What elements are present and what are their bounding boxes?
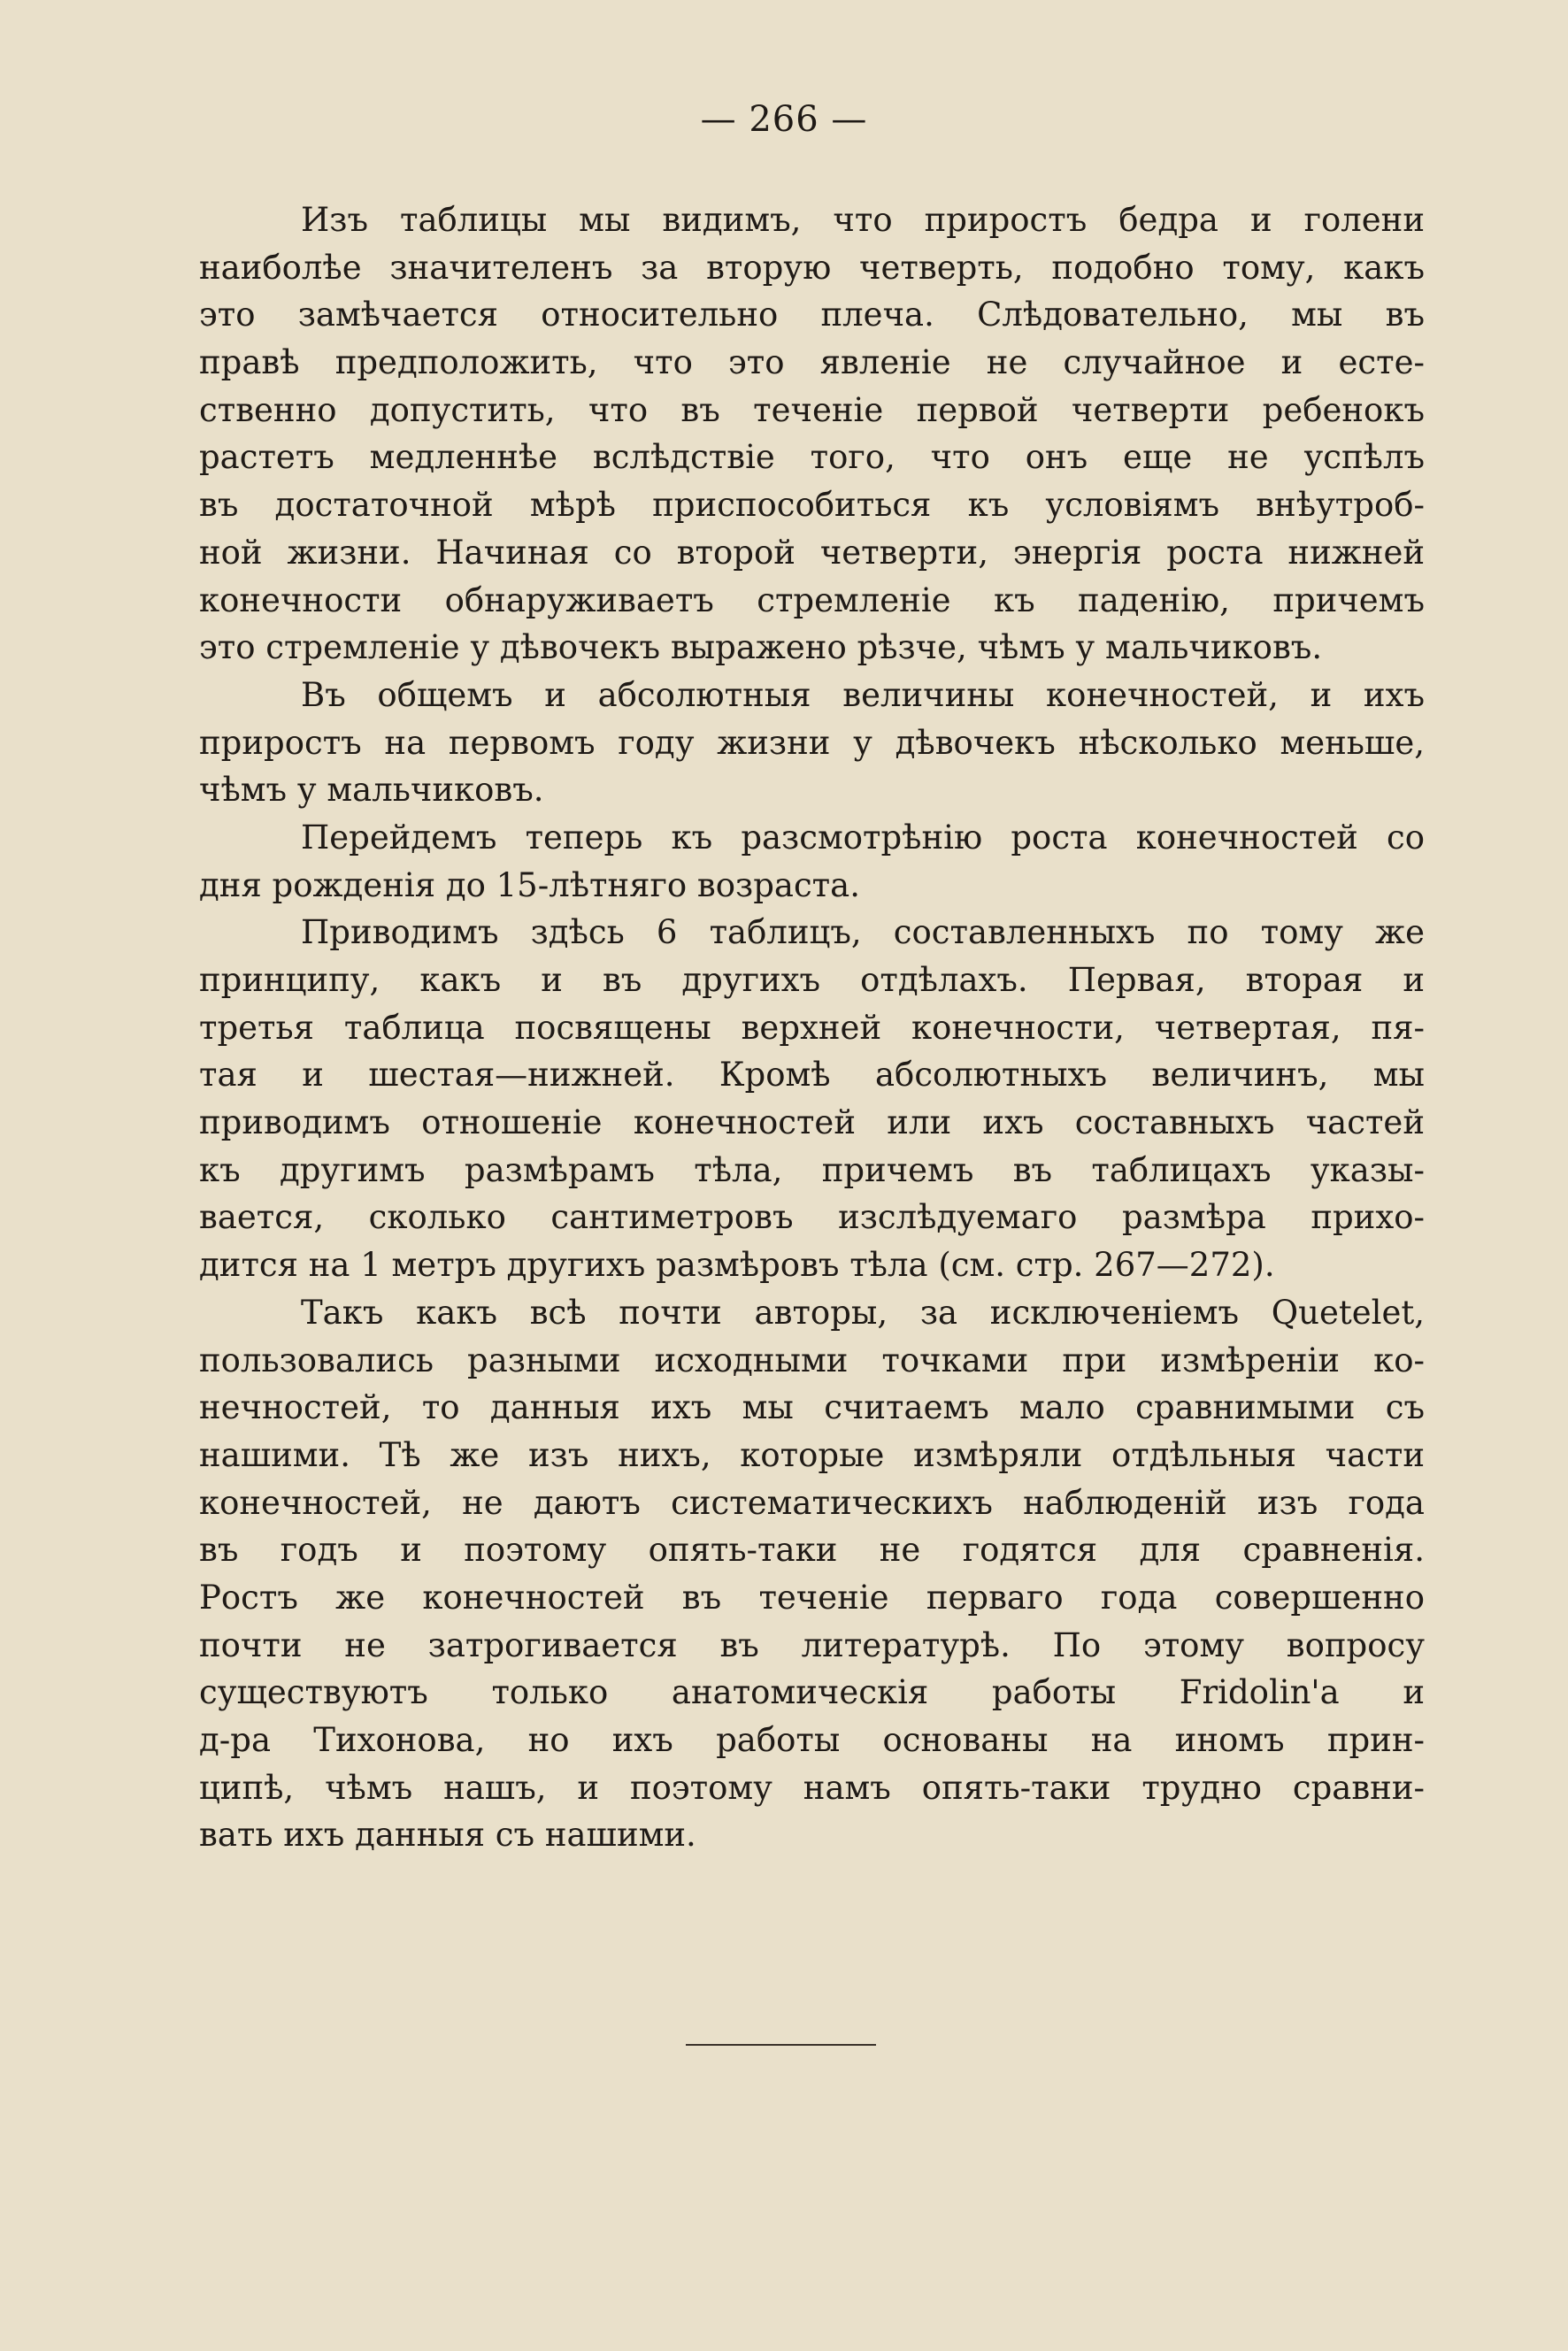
text-line: въ достаточной мѣрѣ приспособиться къ условіямъ внѣутроб-: [199, 486, 1425, 525]
paragraph: [199, 196, 1425, 672]
text-line: Ростъ же конечностей въ теченіе перваго года совершенно: [199, 1578, 1425, 1617]
end-rule: [686, 2044, 876, 2046]
paragraph: [199, 909, 1425, 1289]
text-line: дится на 1 метръ другихъ размѣровъ тѣла (см. стр. 267—272).: [199, 1246, 1275, 1285]
text-line: ципѣ, чѣмъ нашъ, и поэтому намъ опять-таки трудно сравни-: [199, 1768, 1425, 1807]
text-line: д-ра Тихонова, но ихъ работы основаны на иномъ прин-: [199, 1721, 1425, 1759]
text-line: конечностей, не даютъ систематическихъ наблюденій изъ года: [199, 1483, 1425, 1522]
page-number: — 266 —: [700, 99, 868, 140]
text-line: чѣмъ у мальчиковъ.: [199, 771, 544, 810]
text-line: конечности обнаруживаетъ стремленіе къ паденію, причемъ: [199, 580, 1425, 619]
text-line: нечностей, то данныя ихъ мы считаемъ мало сравнимыми съ: [199, 1388, 1425, 1427]
text-line: приростъ на первомъ году жизни у дѣвочекъ нѣсколько меньше,: [199, 723, 1425, 762]
paragraph: [199, 1289, 1425, 1859]
body-text: [199, 196, 1425, 1859]
text-line: растетъ медленнѣе вслѣдствіе того, что онъ еще не успѣлъ: [199, 438, 1425, 477]
text-line: нашими. Тѣ же изъ нихъ, которые измѣряли отдѣльныя части: [199, 1435, 1425, 1474]
text-line: тая и шестая—нижней. Кромѣ абсолютныхъ величинъ, мы: [199, 1056, 1425, 1095]
text-line: Приводимъ здѣсь 6 таблицъ, составленныхъ по тому же: [301, 913, 1425, 952]
text-line: почти не затрогивается въ литературѣ. По этому вопросу: [199, 1625, 1425, 1664]
text-line: это замѣчается относительно плеча. Слѣдовательно, мы въ: [199, 296, 1425, 334]
text-line: Такъ какъ всѣ почти авторы, за исключеніемъ Quetelet,: [301, 1293, 1425, 1332]
text-line: Въ общемъ и абсолютныя величины конечностей, и ихъ: [301, 675, 1425, 714]
text-line: Изъ таблицы мы видимъ, что приростъ бедра и голени: [301, 201, 1425, 239]
text-line: приводимъ отношеніе конечностей или ихъ составныхъ частей: [199, 1103, 1425, 1142]
text-line: принципу, какъ и въ другихъ отдѣлахъ. Первая, вторая и: [199, 961, 1425, 999]
text-line: пользовались разными исходными точками при измѣреніи ко-: [199, 1341, 1425, 1379]
text-line: Перейдемъ теперь къ разсмотрѣнію роста конечностей со: [301, 818, 1425, 857]
text-line: третья таблица посвящены верхней конечности, четвертая, пя-: [199, 1008, 1425, 1047]
text-line: вать ихъ данныя съ нашими.: [199, 1816, 696, 1855]
text-line: вается, сколько сантиметровъ изслѣдуемаго размѣра прихо-: [199, 1198, 1425, 1237]
text-line: дня рожденія до 15-лѣтняго возраста.: [199, 865, 860, 904]
text-line: ственно допустить, что въ теченіе первой четверти ребенокъ: [199, 390, 1425, 429]
text-line: это стремленіе у дѣвочекъ выражено рѣзче, чѣмъ у мальчиковъ.: [199, 628, 1323, 667]
paragraph: [199, 814, 1425, 909]
text-line: ной жизни. Начиная со второй четверти, энергія роста нижней: [199, 533, 1425, 572]
paragraph: [199, 672, 1425, 814]
text-line: существуютъ только анатомическія работы Fridolin'a и: [199, 1673, 1425, 1712]
text-line: правѣ предположить, что это явленіе не случайное и есте-: [199, 343, 1425, 382]
text-line: въ годъ и поэтому опять-таки не годятся для сравненія.: [199, 1531, 1425, 1570]
text-line: наиболѣе значителенъ за вторую четверть, подобно тому, какъ: [199, 248, 1425, 287]
text-line: къ другимъ размѣрамъ тѣла, причемъ въ таблицахъ указы-: [199, 1150, 1425, 1189]
